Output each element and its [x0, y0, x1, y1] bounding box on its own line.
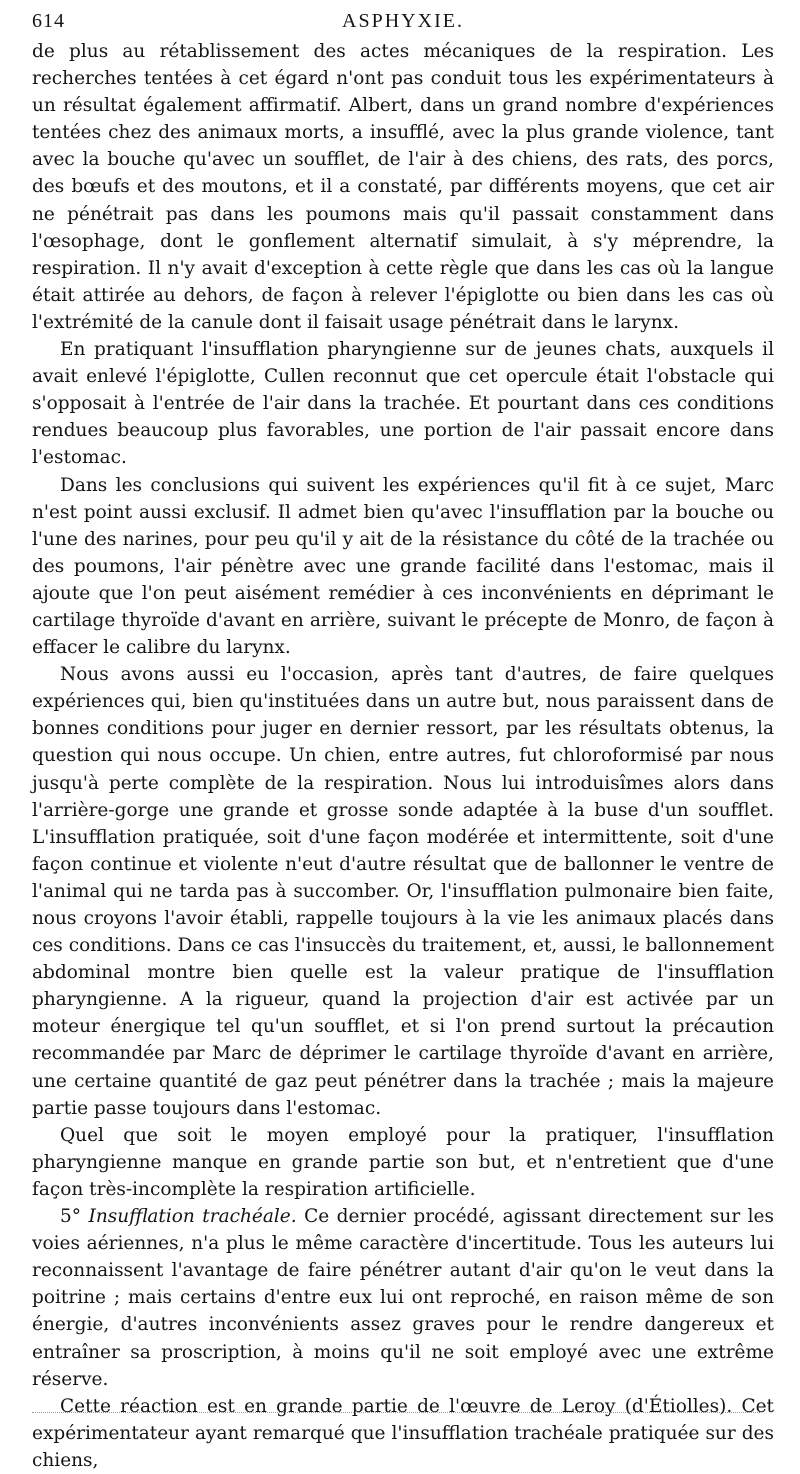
chapter-title: ASPHYXIE. — [342, 10, 464, 32]
paragraph-1: de plus au rétablissement des actes mécaniques de la respiration. Les recherches tentées à cet égard n'ont pas conduit tous les expérimentateurs à un résultat également affirmatif. Albert, dans un grand nombre d'expériences tentées chez des animaux morts, a insufflé, avec la plus grande violence, tant avec la bouche qu'avec un soufflet, de l'air à des chiens, des rats, des porcs, des bœufs et des moutons, et il a constaté, par différents moyens, que cet air ne pénétrait pas dans les poumons mais qu'il passait constamment dans l'œsophage, dont le gonflement alternatif simulait, à s'y méprendre, la respiration. Il n'y avait d'exception à cette règle que dans les cas où la langue était attirée au dehors, de façon à relever l'épiglotte ou bien dans les cas où l'extrémité de la canule dont il faisait usage pénétrait dans le larynx. — [32, 41, 774, 333]
paragraph-2: En pratiquant l'insufflation pharyngienne sur de jeunes chats, auxquels il avait enlevé l'épiglotte, Cullen reconnut que cet opercule était l'obstacle qui s'opposait à l'entrée de l'air dans la trachée. Et pourtant dans ces conditions rendues beaucoup plus favorables, une portion de l'air passait encore dans l'estomac. — [32, 339, 774, 469]
footer-divider — [32, 1412, 760, 1413]
section-number: 5° — [60, 1206, 82, 1228]
paragraph-3: Dans les conclusions qui suivent les expériences qu'il fit à ce sujet, Marc n'est point aussi exclusif. Il admet bien qu'avec l'insufflation par la bouche ou l'une des narines, pour peu qu'il y ait de la résistance du côté de la trachée ou des poumons, l'air pénètre avec une grande facilité dans l'estomac, mais il ajoute que l'on peut aisément remédier à ces inconvénients en déprimant le cartilage thyroïde d'avant en arrière, suivant le précepte de Monro, de façon à effacer le calibre du larynx. — [32, 474, 774, 659]
section-text: Ce dernier procédé, agissant directement sur les voies aériennes, n'a plus le même caractère d'incertitude. Tous les auteurs lui reconnaissent l'avantage de faire pénétrer autant d'air qu'on le veut dans la poitrine ; mais certains d'entre eux lui ont reproché, en raison même de son énergie, d'autres inconvénients assez graves pour le rendre dangereux et entraîner sa proscription, à moins qu'il ne soit employé avec une extrême réserve. — [32, 1206, 774, 1390]
paragraph-4: Nous avons aussi eu l'occasion, après tant d'autres, de faire quelques expériences qui, bien qu'instituées dans un autre but, nous paraissent dans de bonnes conditions pour juger en dernier ressort, par les résultats obtenus, la question qui nous occupe. Un chien, entre autres, fut chloroformisé par nous jusqu'à perte complète de la respiration. Nous lui introduisîmes alors dans l'arrière-gorge une grande et grosse sonde adaptée à la buse d'un soufflet. L'insufflation pratiquée, soit d'une façon modérée et intermittente, soit d'une façon continue et violente n'eut d'autre résultat que de ballonner le ventre de l'animal qui ne tarda pas à succomber. Or, l'insufflation pulmonaire bien faite, nous croyons l'avoir établi, rappelle toujours à la vie les animaux placés dans ces conditions. Dans ce cas l'insuccès du traitement, et, aussi, le ballonnement abdominal montre bien quelle est la valeur pratique de l'insufflation pharyngienne. A la rigueur, quand la projection d'air est activée par un moteur énergique tel qu'un soufflet, et si l'on prend surtout la précaution recommandée par Marc de déprimer le cartilage thyroïde d'avant en arrière, une certaine quantité de gaz peut pénétrer dans la trachée ; mais la majeure partie passe toujours dans l'estomac. — [32, 664, 774, 1119]
body-text — [32, 38, 774, 1474]
paragraph-6 — [32, 1203, 774, 1393]
paragraph-5: Quel que soit le moyen employé pour la pratiquer, l'insufflation pharyngienne manque en grande partie son but, et n'entretient que d'une façon très-incomplète la respiration artificielle. — [32, 1124, 774, 1200]
page-number: 614 — [32, 10, 65, 32]
paragraph-7: Cette réaction est en grande partie de l'œuvre de Leroy (d'Étiolles). Cet expérimentateur ayant remarqué que l'insufflation trachéale pratiquée sur des chiens, — [32, 1395, 774, 1471]
running-head — [32, 0, 774, 34]
section-heading: Insufflation trachéale. — [88, 1206, 297, 1228]
